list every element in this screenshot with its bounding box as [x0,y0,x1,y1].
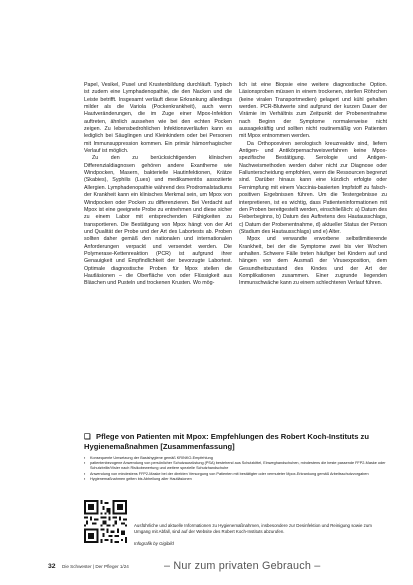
list-item [84,472,389,477]
paragraph: Mpox und verwandte erworbene selbstlimitierende Krankheit, bei der die Symptome zwei bis vier Wochen anhalten. Schwere Fälle treten häufiger bei Kindern auf und hängen von dem Ausmaß der Virusexposition, dem Gesundheitszustand des Kindes und der Art der Komplikationen zusammen. Einer zugrunde liegenden Immunschwäche kann zu einem schlechteren Verlauf führen. [239,236,387,287]
checkbox-icon: ❏ [84,432,91,441]
text-column-right [239,82,387,288]
info-box-heading: Pflege von Patienten mit Mpox: Empfehlungen des Robert Koch-Instituts zu Hygienemaßnahmen [Zusammenfassung] [84,432,369,451]
list-item-text: Anwendung von mindestens FFP2-Maske bei der direkten Versorgung von Patienten mit bestätigter oder vermuteter Mpox-Erkrankung gemäß Arbeitsschutzvorgaben [90,471,369,476]
list-item [84,461,389,471]
recommendation-list [84,456,389,482]
list-item [84,477,389,482]
bullet-icon: ▪ [84,471,86,476]
paragraph: Papel, Vesikel, Pusel und Krustenbildung durchläuft. Typisch ist zudem eine Lymphadenopathie, die den Nacken und die Leiste betrifft. Insgesamt verläuft diese Erkrankung allerdings milder als die Variola (Pockenkrankheit), auch wenn Hautveränderungen, die im Zuge einer Mpox-Infektion auftreten, ähnlich aussehen wie bei den echten Pocken zeigen. Zu lebensbedrohlichen Infektionsverläufen kann es lediglich bei Säuglingen und Kleinkindern oder bei Personen mit Immunsuppression kommen. Ein primär hämorrhagischer Verlauf ist möglich. [84,82,232,155]
page-number: 32 [48,563,56,570]
text-column-left [84,82,232,288]
bullet-icon: ▪ [84,476,86,481]
qr-caption: Ausführliche und aktuelle Informationen zu Hygienemaßnahmen, insbesondere zur Desinfektion und Reinigung sowie zum Umgang mit Abfall, sind auf der Website des Robert Koch-Instituts abzurufen. [134,523,372,534]
journal-name: Die Schwester | Der Pfleger 1/24 [62,564,129,569]
watermark: – Nur zum privaten Gebrauch – [164,560,321,572]
info-box [84,432,389,552]
paragraph: Da Orthopoxviren serologisch kreuzreaktiv sind, liefern Antigen- und Antikörpernachweisverfahren keine Mpox-spezifische Bestätigung. Serologie und Antigen-Nachweismethoden werden daher nicht zur Diagnose oder Fallunterscheidung empfohlen, wenn die Ressourcen begrenzt sind. Darüber hinaus kann eine kürzlich erfolgte oder Fernimpfung mit einem Vaccinia-basierten Impfstoff zu falsch-positiven Ergebnissen führen. Um die Testergebnisse zu interpretieren, ist es wichtig, dass Patienteninformationen mit den Proben bereitgestellt werden, einschließlich: a) Datum des Fieberbeginns, b) Datum des Auftretens des Hautausschlags, c) Datum der Probenentnahme, d) aktueller Status der Person (Stadium des Hautausschlags) und e) Alter. [239,140,387,235]
info-box-title [84,432,384,452]
paragraph: Zu den zu berücksichtigenden klinischen Differenzialdiagnosen gehören andere Exantheme wie Windpocken, Masern, bakterielle Hautinfektionen, Krätze (Skabies), Syphilis (Lues) und medikamentös assoziierte Allergien. Lymphadenopathie während des Prodromalstadiums der Krankheit kann ein klinisches Merkmal sein, um Mpox von Windpocken oder Pocken zu differenzieren. Bei Verdacht auf Mpox ist eine geeignete Probe zu entnehmen und diese sicher zu einem Labor mit entsprechenden Fähigkeiten zu transportieren. Die Bestätigung von Mpox hängt von der Art und Qualität der Probe und der Art des Labortests ab. Proben sollten daher gemäß den nationalen und internationalen Anforderungen verpackt und versendet werden. Die Polymerase-Kettenreaktion (PCR) ist aufgrund ihrer Genauigkeit und Empfindlichkeit der bevorzugte Labortest. Optimale diagnostische Proben für Mpox stellen die Hautläsionen – die Oberfläche von oder Flüssigkeit aus Bläschen und Pusteln und trockenen Krusten. Wo mög- [84,155,232,287]
paragraph: lich ist eine Biopsie eine weitere diagnostische Option. Läsionsproben müssen in einem trockenen, sterilen Röhrchen (keine viralen Transportmedien) gelagert und kühl gehalten werden. PCR-Blutwerte sind aufgrund der kurzen Dauer der Virämie im Verhältnis zum Zeitpunkt der Probenentnahme nach Beginn der Symptome normalerweise nicht aussagekräftig und sollten nicht routinemäßig von Patienten mit Mpox entnommen werden. [239,82,387,140]
list-item-text: patientenbezogene Anwendung von persönlicher Schutzausrüstung (PSA) bestehend aus Schutzkittel, Einweghandschuhen, mindestens die beste passende FFP2-Maske oder Schutzbrille/Visier nach Risikobewertung und weitere spezielle Schutzhandschuhe [90,461,386,471]
bullet-icon: ▪ [84,456,86,460]
page-footer [48,560,388,580]
infographic-credit: Infografik by Gigibild [134,541,174,546]
list-item-text: Hygienemaßnahmen gelten bis Abheilung aller Hautläsionen [90,476,192,481]
qr-code-icon[interactable] [84,500,127,543]
bullet-icon: ▪ [84,461,86,466]
list-item-text: Konsequente Umsetzung der Basishygiene gemäß KRINKO-Empfehlung [90,456,213,460]
list-item [84,456,389,461]
